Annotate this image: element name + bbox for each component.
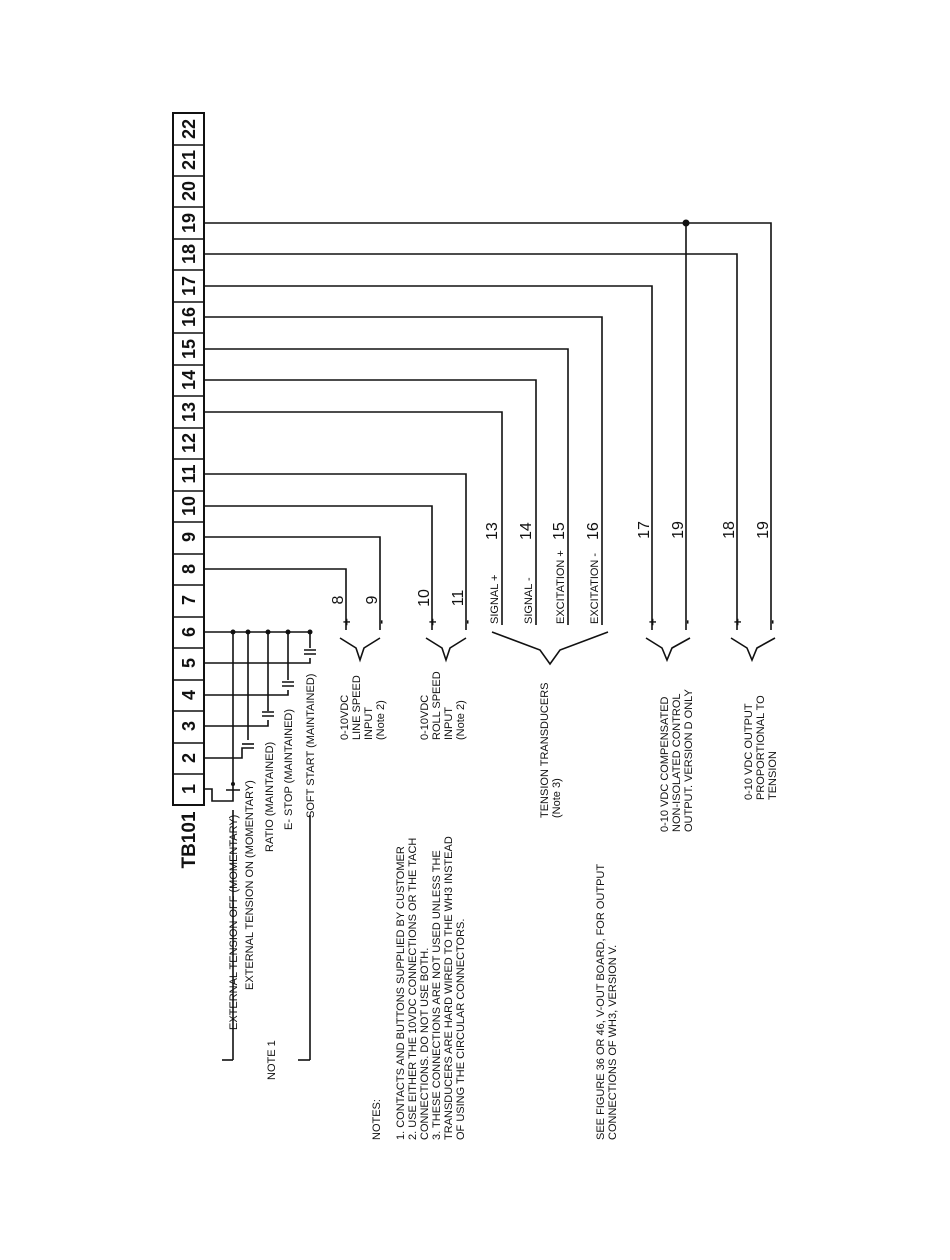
terminal-7: 7 [179, 594, 199, 606]
tension-output-plus: + [730, 618, 745, 626]
tension-output-num-minus: 19 [755, 521, 772, 539]
ext-tension-on-label: EXTERNAL TENSION ON (MOMENTARY) [244, 780, 256, 990]
see-figure-note [595, 864, 619, 1140]
roll-speed-minus: - [459, 619, 474, 625]
contact-wiring [204, 630, 316, 1061]
note-1-ref: NOTE 1 [266, 1040, 278, 1080]
transducer-num-16: 16 [585, 522, 602, 540]
tension-output-label-1: 0-10 VDC OUTPUT [743, 703, 755, 800]
terminal-21: 21 [179, 149, 199, 171]
terminal-12: 12 [179, 432, 199, 454]
terminal-10: 10 [179, 495, 199, 517]
terminal-19: 19 [179, 212, 199, 234]
estop-label: E- STOP (MAINTAINED) [283, 708, 295, 830]
comp-output-plus: + [645, 618, 660, 626]
terminal-15: 15 [179, 338, 199, 360]
terminal-2: 2 [179, 752, 199, 764]
terminal-3: 3 [179, 720, 199, 732]
line-speed-label-4: (Note 2) [375, 700, 387, 740]
comp-output-label-2: NON-ISOLATED CONTROL [671, 693, 683, 832]
signal-wiring [204, 220, 771, 631]
terminal-16: 16 [179, 306, 199, 328]
note-line-2: 2. USE EITHER THE 10VDC CONNECTIONS OR THE TACH [407, 837, 419, 1140]
terminal-9: 9 [179, 531, 199, 543]
see-figure-line-1: SEE FIGURE 36 OR 46, V-OUT BOARD, FOR OUTPUT [595, 863, 607, 1140]
terminal-13: 13 [179, 401, 199, 423]
note-line-4: 3. THESE CONNECTIONS ARE NOT USED UNLESS THE [431, 850, 443, 1140]
line-speed-plus: + [339, 618, 354, 626]
terminal-block-label: TB101 [179, 811, 200, 869]
tension-output-minus: - [764, 619, 779, 625]
notes-heading: NOTES: [371, 1099, 383, 1140]
note-line-3: CONNECTIONS. DO NOT USE BOTH. [419, 947, 431, 1140]
transducer-num-14: 14 [518, 522, 535, 540]
soft-start-label: SOFT START (MAINTAINED) [305, 673, 317, 818]
roll-speed-num-plus: 10 [416, 589, 433, 607]
terminal-20: 20 [179, 180, 199, 202]
line-speed-num-minus: 9 [364, 595, 381, 605]
excitation-minus-label: EXCITATION - [589, 552, 601, 624]
note-line-6: OF USING THE CIRCULAR CONNECTORS. [455, 918, 467, 1140]
roll-speed-label-2: ROLL SPEED [431, 671, 443, 740]
line-speed-num-plus: 8 [330, 595, 347, 605]
terminal-6: 6 [179, 626, 199, 638]
transducers-label-2: (Note 3) [551, 778, 563, 818]
terminal-block [173, 113, 204, 869]
line-speed-minus: - [373, 619, 388, 625]
transducer-num-15: 15 [551, 522, 568, 540]
terminal-17: 17 [179, 275, 199, 297]
excitation-plus-label: EXCITATION + [555, 550, 567, 624]
terminal-22: 22 [179, 118, 199, 140]
line-speed-label-2: LINE SPEED [351, 675, 363, 740]
roll-speed-label-4: (Note 2) [455, 700, 467, 740]
tension-output-label-3: TENSION [767, 751, 779, 800]
roll-speed-num-minus: 11 [450, 589, 467, 607]
terminal-5: 5 [179, 657, 199, 669]
note-line-5: TRANSDUCERS ARE HARD WIRED TO THE WH3 INSTEAD [443, 836, 455, 1140]
transducer-num-13: 13 [484, 522, 501, 540]
line-speed-label-1: 0-10VDC [339, 694, 351, 740]
tension-output-label-2: PROPORTIONAL TO [755, 695, 767, 800]
see-figure-line-2: CONNECTIONS OF WH3, VERSION V. [607, 944, 619, 1140]
comp-output-label-3: OUTPUT. VERSION D ONLY [683, 689, 695, 832]
ext-tension-off-label: EXTERNAL TENSION OFF (MOMENTARY) [228, 814, 240, 1030]
terminal-4: 4 [179, 689, 199, 701]
transducers-label-1: TENSION TRANSDUCERS [539, 682, 551, 818]
comp-output-num-plus: 17 [636, 521, 653, 539]
terminal-1: 1 [179, 783, 199, 795]
roll-speed-plus: + [425, 618, 440, 626]
comp-output-num-minus: 19 [670, 521, 687, 539]
roll-speed-label-1: 0-10VDC [419, 694, 431, 740]
notes [371, 836, 467, 1140]
comp-output-minus: - [679, 619, 694, 625]
signal-minus-label: SIGNAL - [523, 577, 535, 624]
signal-plus-label: SIGNAL + [489, 574, 501, 624]
comp-output-label-1: 0-10 VDC COMPENSATED [659, 696, 671, 832]
terminal-18: 18 [179, 243, 199, 265]
roll-speed-label-3: INPUT [443, 707, 455, 740]
terminal-8: 8 [179, 563, 199, 575]
tension-output-num-plus: 18 [721, 521, 738, 539]
line-speed-label-3: INPUT [363, 707, 375, 740]
terminal-11: 11 [179, 464, 199, 484]
note-line-1: 1. CONTACTS AND BUTTONS SUPPLIED BY CUSTOMER [395, 846, 407, 1140]
ratio-label: RATIO (MAINTAINED) [264, 741, 276, 852]
terminal-14: 14 [179, 369, 199, 391]
